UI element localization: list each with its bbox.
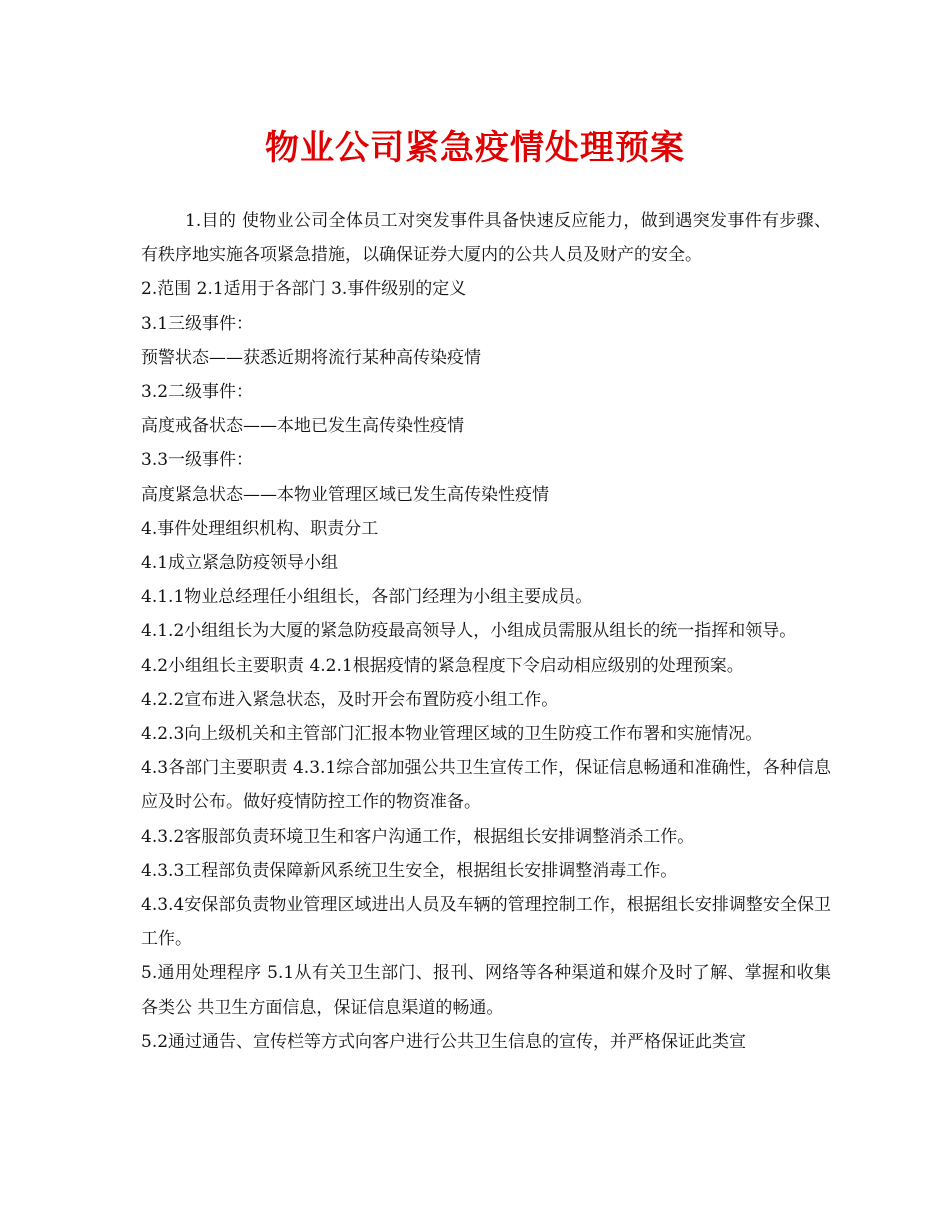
- document-title: 物业公司紧急疫情处理预案: [265, 128, 685, 168]
- paragraph-level-3-heading: 3.1三级事件：: [141, 313, 254, 334]
- paragraph-scope: 2.范围 2.1适用于各部门 3.事件级别的定义: [141, 279, 467, 300]
- paragraph-5-2: 5.2通过通告、宣传栏等方式向客户进行公共卫生信息的宣传，并严格保证此类宣: [141, 1031, 747, 1052]
- paragraph-4-2-3: 4.2.3向上级机关和主管部门汇报本物业管理区域的卫生防疫工作布署和实施情况。: [141, 724, 763, 745]
- paragraph-purpose: 1.目的 使物业公司全体员工对突发事件具备快速反应能力，做到遇突发事件有步骤、有秩序地实施各项紧急措施，以确保证券大厦内的公共人员及财产的安全。: [141, 211, 831, 266]
- paragraph-4-3-3: 4.3.3工程部负责保障新风系统卫生安全，根据组长安排调整消毒工作。: [141, 860, 678, 881]
- paragraph-4-3: 4.3各部门主要职责 4.3.1综合部加强公共卫生宣传工作，保证信息畅通和准确性，各种信息应及时公布。做好疫情防控工作的物资准备。: [141, 758, 831, 813]
- paragraph-4-1-1: 4.1.1物业总经理任小组组长，各部门经理为小组主要成员。: [141, 587, 593, 608]
- paragraph-organization: 4.事件处理组织机构、职责分工: [141, 518, 379, 539]
- paragraph-level-1-heading: 3.3一级事件：: [141, 450, 254, 471]
- paragraph-4-2: 4.2小组组长主要职责 4.2.1根据疫情的紧急程度下令启动相应级别的处理预案。: [141, 655, 744, 676]
- paragraph-4-2-2: 4.2.2宣布进入紧急状态，及时开会布置防疫小组工作。: [141, 689, 559, 710]
- paragraph-4-3-2: 4.3.2客服部负责环境卫生和客户沟通工作，根据组长安排调整消杀工作。: [141, 826, 695, 847]
- paragraph-5: 5.通用处理程序 5.1从有关卫生部门、报刊、网络等各种渠道和媒介及时了解、掌握和收集各类公 共卫生方面信息，保证信息渠道的畅通。: [141, 963, 831, 1018]
- paragraph-level-2-heading: 3.2二级事件：: [141, 382, 254, 403]
- paragraph-level-3-desc: 预警状态——获悉近期将流行某种高传染疫情: [141, 347, 481, 368]
- document-body: [141, 204, 831, 1059]
- paragraph-4-3-4: 4.3.4安保部负责物业管理区域进出人员及车辆的管理控制工作，根据组长安排调整安全保卫工作。: [141, 895, 831, 950]
- paragraph-level-1-desc: 高度紧急状态——本物业管理区域已发生高传染性疫情: [141, 484, 549, 505]
- paragraph-level-2-desc: 高度戒备状态——本地已发生高传染性疫情: [141, 416, 464, 437]
- paragraph-4-1-2: 4.1.2小组组长为大厦的紧急防疫最高领导人，小组成员需服从组长的统一指挥和领导。: [141, 621, 797, 642]
- paragraph-4-1: 4.1成立紧急防疫领导小组: [141, 553, 339, 574]
